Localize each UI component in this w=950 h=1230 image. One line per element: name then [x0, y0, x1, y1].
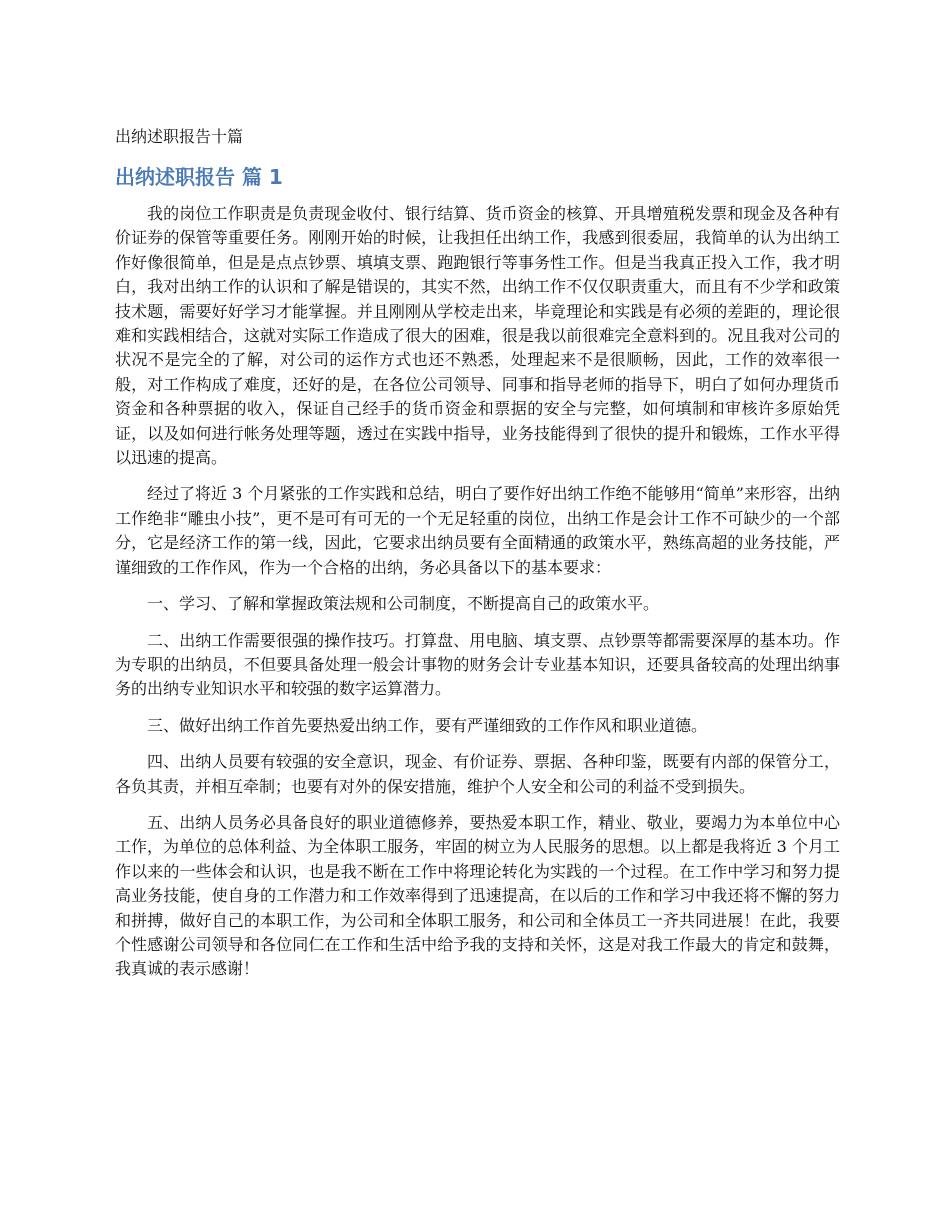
paragraph-3: 一、学习、了解和掌握政策法规和公司制度，不断提高自己的政策水平。: [147, 594, 660, 614]
paragraph-5: 三、做好出纳工作首先要热爱出纳工作，要有严谨细致的工作作风和职业道德。: [147, 715, 708, 735]
document-body: [115, 202, 840, 994]
paragraph-7: 五、出纳人员务必具备良好的职业道德修养，要热爱本职工作，精业、敬业，要竭力为本单位中心工作，为单位的总体利益、为全体职工服务，牢固的树立为人民服务的思想。以上都是我将近 3 个月工作以来的一些体会和认识，也是我不断在工作中将理论转化为实践的一个过程。在工作中学习和努力提高业务技能，使自身的工作潜力和工作效率得到了迅速提高，在以后的工作和学习中我还将不懈的努力和拼搏，做好自己的本职工作，为公司和全体职工服务，和公司和全体员工一齐共同进展！在此，我要个性感谢公司领导和各位同仁在工作和生活中给予我的支持和关怀，这是对我工作最大的肯定和鼓舞，我真诚的表示感谢！: [115, 812, 840, 979]
paragraph-4: 二、出纳工作需要很强的操作技巧。打算盘、用电脑、填支票、点钞票等都需要深厚的基本功。作为专职的出纳员，不但要具备处理一般会计事物的财务会计专业基本知识，还要具备较高的处理出纳事务的出纳专业知识水平和较强的数字运算潜力。: [115, 630, 840, 699]
paragraph-6: 四、出纳人员要有较强的安全意识，现金、有价证券、票据、各种印鉴，既要有内部的保管分工，各负其责，并相互牵制；也要有对外的保安措施，维护个人安全和公司的利益不受到损失。: [115, 752, 840, 796]
document-title: 出纳述职报告十篇: [115, 127, 244, 146]
paragraph-2: 经过了将近 3 个月紧张的工作实践和总结，明白了要作好出纳工作绝不能够用“简单”来形容，出纳工作绝非“雕虫小技”，更不是可有可无的一个无足轻重的岗位，出纳工作是会计工作不可缺少的一个部分，它是经济工作的第一线，因此，它要求出纳员要有全面精通的政策水平，熟练高超的业务技能，严谨细致的工作作风，作为一个合格的出纳，务必具备以下的基本要求：: [115, 484, 840, 577]
section-heading: 出纳述职报告 篇 1: [115, 165, 283, 189]
paragraph-1: 我的岗位工作职责是负责现金收付、银行结算、货币资金的核算、开具增殖税发票和现金及各种有价证券的保管等重要任务。刚刚开始的时候，让我担任出纳工作，我感到很委屈，我简单的认为出纳工作好像很简单，但是是点点钞票、填填支票、跑跑银行等事务性工作。但是当我真正投入工作，我才明白，我对出纳工作的认识和了解是错误的，其实不然，出纳工作不仅仅职责重大，而且有不少学和政策技术题，需要好好学习才能掌握。并且刚刚从学校走出来，毕竟理论和实践是有必须的差距的，理论很难和实践相结合，这就对实际工作造成了很大的困难，很是我以前很难完全意料到的。况且我对公司的状况不是完全的了解，对公司的运作方式也还不熟悉，处理起来不是很顺畅，因此，工作的效率很一般，对工作构成了难度，还好的是，在各位公司领导、同事和指导老师的指导下，明白了如何办理货币资金和各种票据的收入，保证自己经手的货币资金和票据的安全与完整，如何填制和审核许多原始凭证，以及如何进行帐务处理等题，透过在实践中指导，业务技能得到了很快的提升和锻炼，工作水平得以迅速的提高。: [115, 204, 840, 468]
